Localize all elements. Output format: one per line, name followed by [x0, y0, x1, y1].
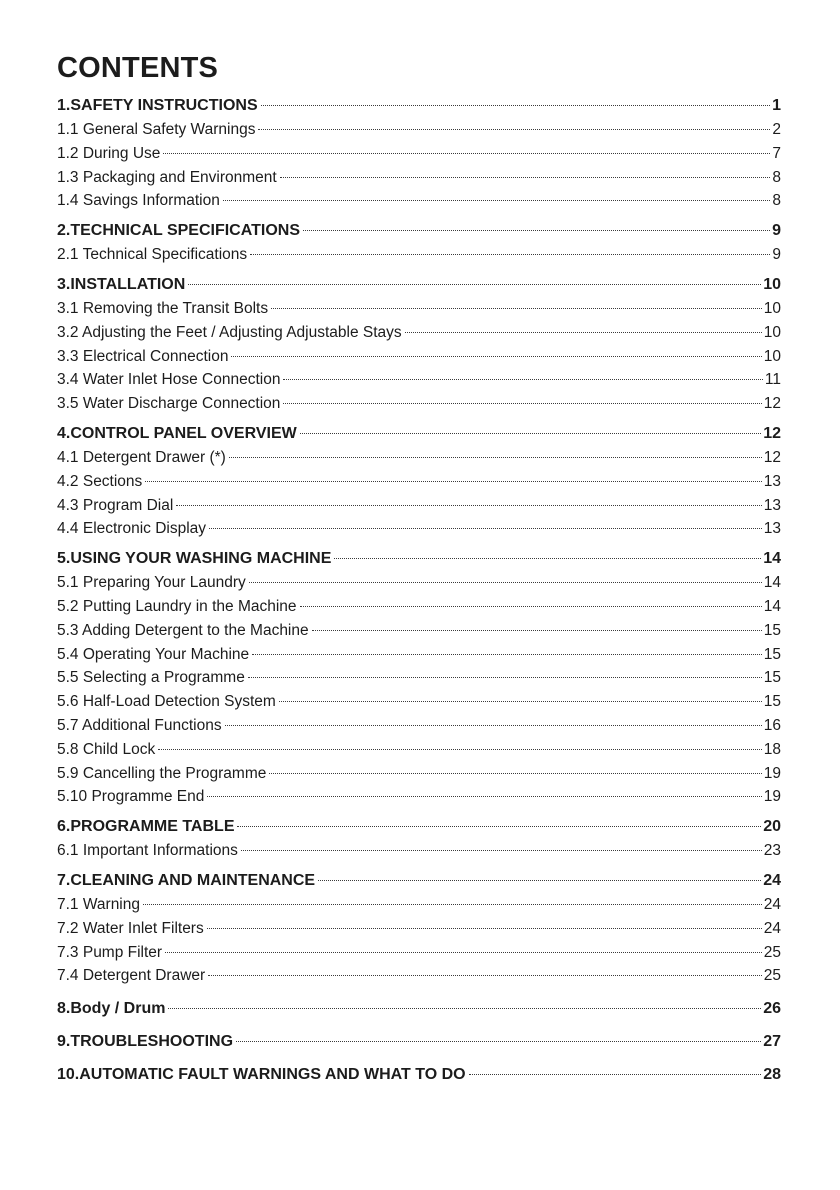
toc-entry-label: 5.USING YOUR WASHING MACHINE	[57, 550, 332, 568]
toc-page-number: 25	[763, 943, 781, 961]
toc-entry-label: 5.4 Operating Your Machine	[57, 645, 250, 663]
toc-chapter-entry[interactable]	[57, 422, 781, 446]
toc-chapter-entry[interactable]	[57, 869, 781, 893]
toc-page-number: 19	[763, 764, 781, 782]
toc-entry-label: 4.3 Program Dial	[57, 496, 174, 514]
dot-leader	[231, 356, 761, 357]
page-title: CONTENTS	[57, 52, 219, 84]
dot-leader	[269, 773, 761, 774]
toc-section	[57, 94, 781, 213]
toc-page-number: 12	[763, 424, 781, 442]
toc-subsection-entry[interactable]	[57, 189, 781, 213]
toc-chapter-entry[interactable]	[57, 815, 781, 839]
toc-entry-label: 8.Body / Drum	[57, 1000, 166, 1018]
dot-leader	[279, 701, 762, 702]
dot-leader	[237, 826, 761, 827]
dot-leader	[165, 952, 762, 953]
toc-entry-label: 5.10 Programme End	[57, 788, 205, 806]
toc-entry-label: 4.4 Electronic Display	[57, 520, 207, 538]
dot-leader	[250, 254, 770, 255]
toc-page-number: 14	[763, 574, 781, 592]
toc-chapter-entry[interactable]	[57, 997, 781, 1021]
toc-page-number: 10	[763, 323, 781, 341]
toc-entry-label: 1.4 Savings Information	[57, 192, 220, 210]
toc-page-number: 25	[763, 967, 781, 985]
dot-leader	[163, 153, 770, 154]
toc-section	[57, 869, 781, 988]
toc-entry-label: 10.AUTOMATIC FAULT WARNINGS AND WHAT TO DO	[57, 1066, 466, 1084]
toc-page-number: 10	[763, 299, 781, 317]
toc-page-number: 24	[763, 919, 781, 937]
toc-page-number: 24	[763, 871, 781, 889]
toc-entry-label: 1.2 During Use	[57, 144, 161, 162]
dot-leader	[208, 975, 762, 976]
dot-leader	[300, 433, 761, 434]
toc-entry-label: 1.SAFETY INSTRUCTIONS	[57, 97, 258, 114]
toc-section	[57, 273, 781, 416]
toc-subsection-entry[interactable]	[57, 118, 781, 142]
toc-entry-label: 5.8 Child Lock	[57, 740, 156, 758]
toc-section	[57, 815, 781, 863]
toc-page-number: 2	[772, 121, 781, 138]
toc-page-number: 15	[763, 645, 781, 663]
dot-leader	[280, 177, 771, 178]
toc-entry-label: 5.3 Adding Detergent to the Machine	[57, 621, 309, 639]
toc-subsection-entry[interactable]	[57, 142, 781, 166]
toc-subsection-entry[interactable]	[57, 470, 781, 494]
dot-leader	[143, 904, 762, 905]
toc-page-number: 14	[763, 597, 781, 615]
toc-subsection-entry[interactable]	[57, 839, 781, 863]
toc-subsection-entry[interactable]	[57, 762, 781, 786]
dot-leader	[300, 606, 762, 607]
toc-subsection-entry[interactable]	[57, 964, 781, 988]
dot-leader	[207, 928, 762, 929]
toc-entry-label: 7.4 Detergent Drawer	[57, 967, 206, 985]
toc-page-number: 16	[763, 716, 781, 734]
toc-page-number: 15	[763, 621, 781, 639]
table-of-contents	[57, 94, 781, 1087]
toc-chapter-entry[interactable]	[57, 94, 781, 118]
toc-entry-label: 3.5 Water Discharge Connection	[57, 395, 281, 413]
dot-leader	[168, 1008, 761, 1009]
toc-page-number: 23	[763, 842, 781, 860]
dot-leader	[248, 677, 762, 678]
toc-entry-label: 3.INSTALLATION	[57, 275, 186, 293]
toc-entry-label: 2.TECHNICAL SPECIFICATIONS	[57, 222, 300, 240]
toc-entry-label: 7.3 Pump Filter	[57, 943, 163, 961]
toc-entry-label: 4.1 Detergent Drawer (*)	[57, 448, 226, 466]
toc-section	[57, 422, 781, 541]
toc-subsection-entry[interactable]	[57, 321, 781, 345]
dot-leader	[145, 481, 761, 482]
dot-leader	[188, 284, 761, 285]
toc-page-number: 1	[772, 97, 781, 114]
toc-entry-label: 1.1 General Safety Warnings	[57, 121, 256, 138]
toc-entry-label: 5.7 Additional Functions	[57, 716, 222, 734]
dot-leader	[225, 725, 762, 726]
toc-page-number: 9	[772, 222, 781, 240]
toc-chapter-entry[interactable]	[57, 1063, 781, 1087]
toc-subsection-entry[interactable]	[57, 571, 781, 595]
toc-page-number: 8	[772, 192, 781, 210]
toc-subsection-entry[interactable]	[57, 643, 781, 667]
dot-leader	[469, 1074, 762, 1075]
toc-page-number: 19	[763, 788, 781, 806]
toc-entry-label: 5.9 Cancelling the Programme	[57, 764, 267, 782]
dot-leader	[252, 654, 762, 655]
toc-entry-label: 7.2 Water Inlet Filters	[57, 919, 204, 937]
toc-entry-label: 3.1 Removing the Transit Bolts	[57, 299, 269, 317]
dot-leader	[229, 457, 762, 458]
toc-entry-label: 6.1 Important Informations	[57, 842, 238, 860]
toc-entry-label: 1.3 Packaging and Environment	[57, 168, 277, 186]
toc-subsection-entry[interactable]	[57, 917, 781, 941]
dot-leader	[405, 332, 762, 333]
toc-subsection-entry[interactable]	[57, 392, 781, 416]
toc-subsection-entry[interactable]	[57, 595, 781, 619]
toc-page-number: 12	[763, 395, 781, 413]
toc-subsection-entry[interactable]	[57, 297, 781, 321]
toc-section	[57, 219, 781, 267]
toc-subsection-entry[interactable]	[57, 166, 781, 190]
dot-leader	[283, 379, 762, 380]
toc-page-number: 24	[763, 895, 781, 913]
toc-page-number: 12	[763, 448, 781, 466]
dot-leader	[209, 528, 762, 529]
toc-page-number: 15	[763, 669, 781, 687]
toc-section	[57, 1063, 781, 1087]
toc-entry-label: 6.PROGRAMME TABLE	[57, 818, 235, 836]
toc-subsection-entry[interactable]	[57, 714, 781, 738]
dot-leader	[223, 200, 771, 201]
toc-entry-label: 5.5 Selecting a Programme	[57, 669, 245, 687]
toc-subsection-entry[interactable]	[57, 243, 781, 267]
dot-leader	[207, 796, 761, 797]
toc-section	[57, 1030, 781, 1054]
toc-entry-label: 9.TROUBLESHOOTING	[57, 1033, 234, 1051]
dot-leader	[261, 105, 770, 106]
toc-entry-label: 4.2 Sections	[57, 472, 143, 490]
toc-entry-label: 4.CONTROL PANEL OVERVIEW	[57, 424, 297, 442]
toc-section	[57, 997, 781, 1021]
toc-entry-label: 7.1 Warning	[57, 895, 140, 913]
toc-subsection-entry[interactable]	[57, 690, 781, 714]
toc-page-number: 13	[763, 520, 781, 538]
toc-entry-label: 7.CLEANING AND MAINTENANCE	[57, 871, 316, 889]
toc-chapter-entry[interactable]	[57, 1030, 781, 1054]
dot-leader	[176, 505, 761, 506]
toc-page-number: 10	[763, 347, 781, 365]
toc-subsection-entry[interactable]	[57, 494, 781, 518]
toc-page-number: 13	[763, 496, 781, 514]
toc-subsection-entry[interactable]	[57, 368, 781, 392]
toc-page-number: 7	[772, 144, 781, 162]
toc-page-number: 20	[763, 818, 781, 836]
toc-entry-label: 5.2 Putting Laundry in the Machine	[57, 597, 297, 615]
toc-subsection-entry[interactable]	[57, 738, 781, 762]
toc-page-number: 28	[763, 1066, 781, 1084]
dot-leader	[334, 558, 761, 559]
dot-leader	[312, 630, 762, 631]
toc-page-number: 9	[772, 246, 781, 264]
dot-leader	[158, 749, 762, 750]
toc-subsection-entry[interactable]	[57, 941, 781, 965]
toc-entry-label: 3.4 Water Inlet Hose Connection	[57, 371, 281, 389]
toc-section	[57, 547, 781, 809]
toc-page-number: 13	[763, 472, 781, 490]
toc-entry-label: 2.1 Technical Specifications	[57, 246, 248, 264]
toc-subsection-entry[interactable]	[57, 619, 781, 643]
toc-chapter-entry[interactable]	[57, 219, 781, 243]
toc-chapter-entry[interactable]	[57, 273, 781, 297]
toc-page-number: 18	[763, 740, 781, 758]
dot-leader	[236, 1041, 761, 1042]
toc-chapter-entry[interactable]	[57, 547, 781, 571]
toc-page-number: 15	[763, 693, 781, 711]
toc-subsection-entry[interactable]	[57, 785, 781, 809]
toc-entry-label: 5.6 Half-Load Detection System	[57, 693, 276, 711]
dot-leader	[318, 880, 761, 881]
toc-page-number: 10	[763, 275, 781, 293]
dot-leader	[258, 129, 770, 130]
toc-page-number: 26	[763, 1000, 781, 1018]
contents-page	[57, 50, 781, 1087]
dot-leader	[241, 850, 762, 851]
dot-leader	[283, 403, 761, 404]
toc-subsection-entry[interactable]	[57, 666, 781, 690]
toc-subsection-entry[interactable]	[57, 517, 781, 541]
toc-entry-label: 3.2 Adjusting the Feet / Adjusting Adjustable Stays	[57, 323, 402, 341]
toc-page-number: 14	[763, 550, 781, 568]
toc-entry-label: 5.1 Preparing Your Laundry	[57, 574, 246, 592]
toc-page-number: 27	[763, 1033, 781, 1051]
toc-subsection-entry[interactable]	[57, 345, 781, 369]
toc-page-number: 8	[772, 168, 781, 186]
toc-entry-label: 3.3 Electrical Connection	[57, 347, 229, 365]
dot-leader	[271, 308, 762, 309]
toc-subsection-entry[interactable]	[57, 446, 781, 470]
toc-page-number: 11	[764, 371, 781, 389]
dot-leader	[249, 582, 762, 583]
toc-subsection-entry[interactable]	[57, 893, 781, 917]
dot-leader	[303, 230, 770, 231]
